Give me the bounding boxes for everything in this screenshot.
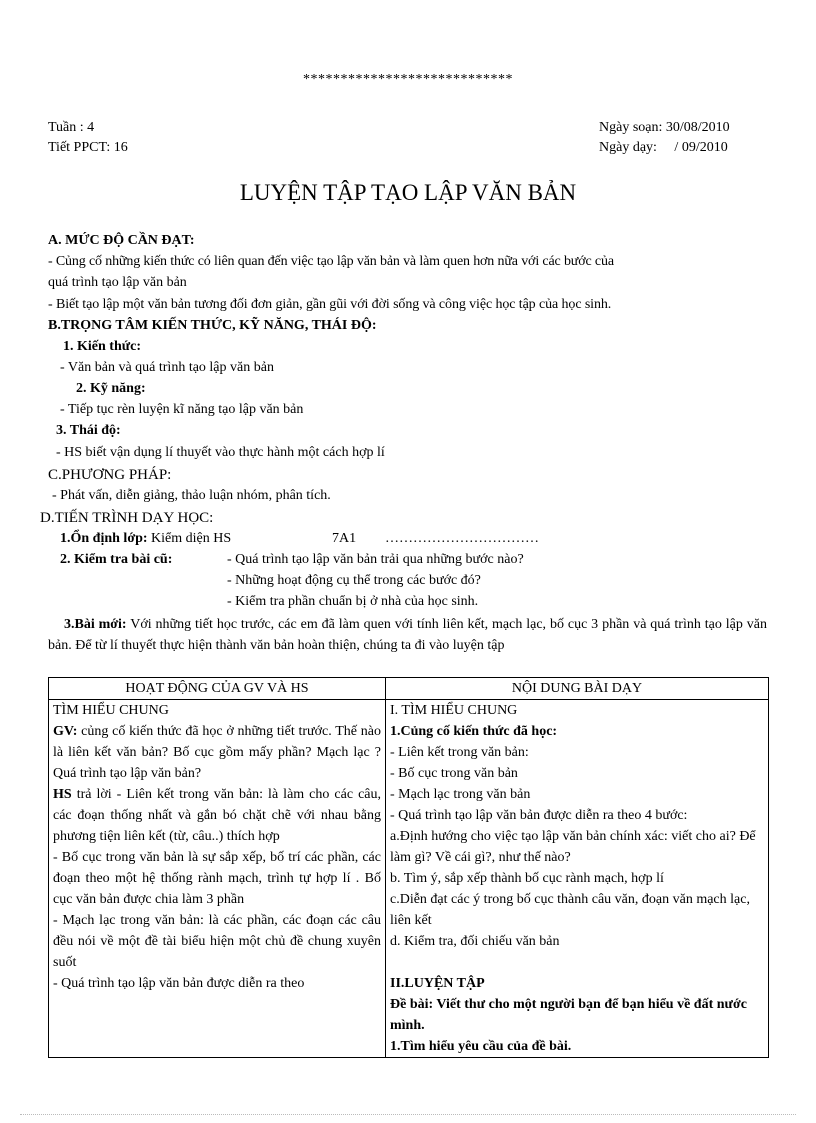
activities-heading: TÌM HIỂU CHUNG [53, 703, 169, 718]
old-lesson-q2: - Những hoạt động cụ thể trong các bước đó? [227, 573, 481, 588]
decorative-stars: **************************** [303, 72, 513, 87]
table-head-activities: HOẠT ĐỘNG CỦA GV VÀ HS [49, 678, 386, 700]
table-head-content: NỘI DUNG BÀI DẠY [386, 678, 769, 700]
step-d: d. Kiểm tra, đối chiếu văn bản [390, 934, 560, 949]
new-lesson-text: Với những tiết học trước, các em đã làm quen với tính liên kết, mạch lạc, bố cục 3 phần và quá trình tạo lập văn bản. Để từ lí thuyết thực hiện thành văn bản hoàn thiện, chúng ta đi vào luyện tập [48, 617, 767, 653]
step-a: a.Định hướng cho việc tạo lập văn bản chính xác: viết cho ai? Để làm gì? Về cái gì?, như thế nào? [390, 829, 756, 865]
old-lesson-q3: - Kiểm tra phần chuẩn bị ở nhà của học sinh. [227, 594, 479, 609]
assignment-text: Đề bài: Viết thư cho một người bạn để bạn hiểu về đất nước mình. [390, 997, 747, 1033]
class-check-label: 1.Ổn định lớp: [60, 531, 148, 546]
review-item: - Quá trình tạo lập văn bản được diễn ra theo 4 bước: [390, 808, 688, 823]
attitude-text: - HS biết vận dụng lí thuyết vào thực hành một cách hợp lí [56, 445, 385, 460]
section-d-heading: D.TIẾN TRÌNH DẠY HỌC: [40, 510, 214, 526]
class-check-line [60, 529, 231, 549]
new-lesson-paragraph [48, 614, 767, 656]
skills-heading: 2. Kỹ năng: [76, 381, 146, 396]
skills-text: - Tiếp tục rèn luyện kĩ năng tạo lập văn bản [60, 402, 304, 417]
layout-paragraph: - Bố cục trong văn bản là sự sắp xếp, bố trí các phần, các đoạn theo một hệ thống rành mạch, trình tự hợp lí . Bố cục văn bản được chia làm 3 phần [53, 850, 381, 907]
class-dots: …………………………… [385, 531, 539, 546]
spacer [390, 952, 764, 973]
hs-paragraph [53, 784, 381, 847]
gv-paragraph [53, 721, 381, 784]
teach-date: Ngày dạy: / 09/2010 [599, 140, 728, 155]
section-b-heading: B.TRỌNG TÂM KIẾN THỨC, KỸ NĂNG, THÁI ĐỘ: [48, 318, 377, 333]
knowledge-heading: 1. Kiến thức: [63, 339, 142, 354]
review-item: - Liên kết trong văn bản: [390, 745, 529, 760]
hs-text: trả lời - Liên kết trong văn bản: là làm cho các câu, các đoạn thống nhất và gắn bó chặt chẽ với nhau bằng phương tiện liên kết (từ, câu..) thích hợp [53, 787, 381, 844]
gv-label: GV: [53, 724, 78, 739]
review-heading: 1.Củng cố kiến thức đã học: [390, 724, 558, 739]
coherence-paragraph: - Mạch lạc trong văn bản: là các phần, các đoạn các câu đều nói về một đề tài biểu hiện một chủ đề chung xuyên suốt [53, 913, 381, 970]
requirement-heading: 1.Tìm hiểu yêu cầu của đề bài. [390, 1039, 572, 1054]
table-row [49, 700, 769, 1058]
review-item: - Bố cục trong văn bản [390, 766, 518, 781]
content-cell [386, 700, 769, 1058]
section-c-text: - Phát vấn, diễn giảng, thảo luận nhóm, phân tích. [52, 488, 331, 503]
section-c-heading: C.PHƯƠNG PHÁP: [48, 467, 172, 483]
process-paragraph: - Quá trình tạo lập văn bản được diễn ra theo [53, 976, 305, 991]
old-lesson-q1: - Quá trình tạo lập văn bản trải qua những bước nào? [227, 552, 524, 567]
period-label: Tiết PPCT: 16 [48, 140, 128, 155]
content-heading: I. TÌM HIỂU CHUNG [390, 703, 518, 718]
footer-divider [20, 1114, 796, 1115]
section-a-line1-cont: quá trình tạo lập văn bản [48, 275, 187, 290]
prep-date: Ngày soạn: 30/08/2010 [599, 120, 730, 135]
week-label: Tuần : 4 [48, 120, 95, 135]
step-b: b. Tìm ý, sắp xếp thành bố cục rành mạch, hợp lí [390, 871, 664, 886]
review-item: - Mạch lạc trong văn bản [390, 787, 531, 802]
old-lesson-label: 2. Kiểm tra bài cũ: [60, 552, 173, 567]
practice-heading: II.LUYỆN TẬP [390, 976, 485, 991]
gv-text: củng cố kiến thức đã học ở những tiết trước. Thế nào là liên kết văn bản? Bố cục gồm mấy phần? Mạch lạc ? Quá trình tạo lập văn bản? [53, 724, 381, 781]
class-name: 7A1 [332, 531, 357, 546]
page-title: LUYỆN TẬP TẠO LẬP VĂN BẢN [239, 180, 577, 205]
class-check-text: Kiểm diện HS [147, 531, 232, 546]
activities-cell [49, 700, 386, 1058]
new-lesson-label: 3.Bài mới: [64, 617, 127, 632]
section-a-heading: A. MỨC ĐỘ CẦN ĐẠT: [48, 233, 195, 248]
step-c: c.Diễn đạt các ý trong bố cục thành câu văn, đoạn văn mạch lạc, liên kết [390, 892, 750, 928]
attitude-heading: 3. Thái độ: [56, 423, 121, 438]
lesson-table [48, 677, 769, 1058]
hs-label: HS [53, 787, 72, 802]
knowledge-text: - Văn bản và quá trình tạo lập văn bản [60, 360, 274, 375]
table-header-row [49, 678, 769, 700]
section-a-line2: - Biết tạo lập một văn bản tương đối đơn giản, gần gũi với đời sống và công việc học tập của học sinh. [48, 297, 612, 312]
section-a-line1: - Củng cố những kiến thức có liên quan đến việc tạo lập văn bản và làm quen hơn nữa với các bước của [48, 254, 614, 269]
